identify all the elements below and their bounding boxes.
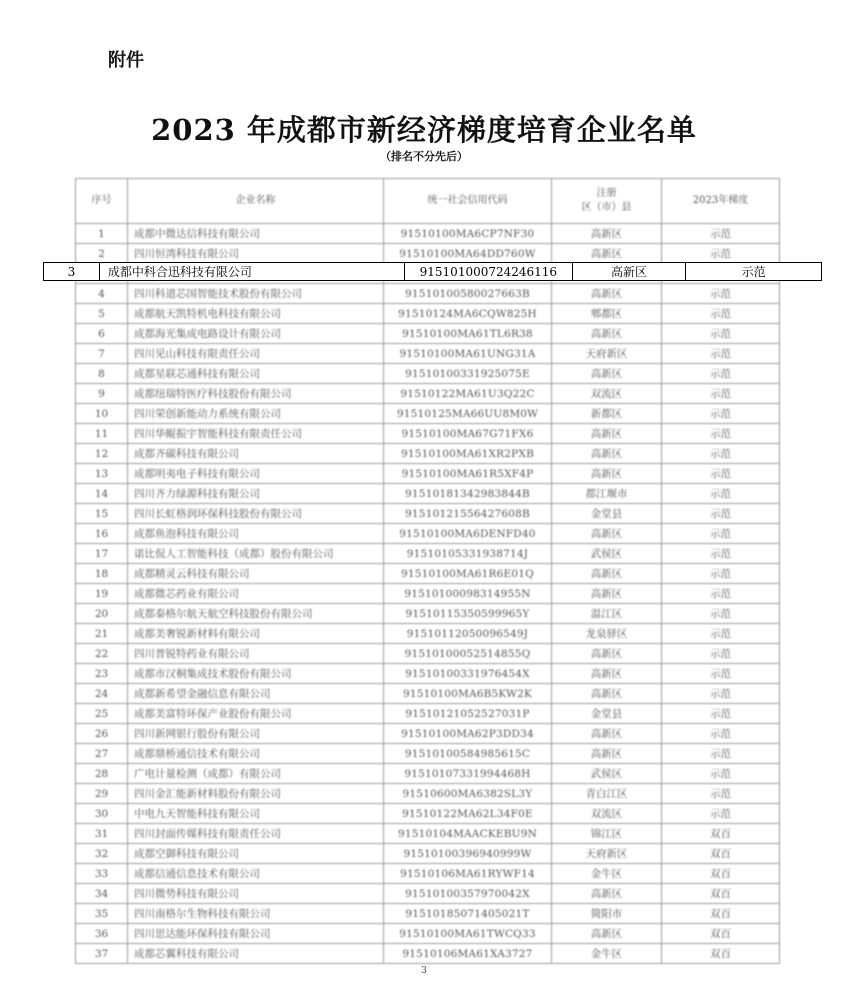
row-district: 都江堰市 [552,484,662,504]
table-row [76,924,780,944]
row-tier: 示范 [662,544,780,564]
row-company-name: 成都微芯药业有限公司 [128,584,384,604]
row-seq: 33 [76,864,128,884]
row-seq: 16 [76,524,128,544]
row-credit-code: 91510100MA61XR2PXB [384,444,552,464]
table-row [76,464,780,484]
row-district: 高新区 [552,244,662,264]
row-company-name: 成都新希望金融信息有限公司 [128,684,384,704]
row-seq: 1 [76,224,128,244]
row-seq: 32 [76,844,128,864]
row-company-name: 成都市汉桐集成技术股份有限公司 [128,664,384,684]
row-company-name: 四川封面传媒科技有限责任公司 [128,824,384,844]
row-credit-code: 91510100MA6DENFD40 [384,524,552,544]
row-seq: 19 [76,584,128,604]
row-credit-code: 91510100MA61UNG31A [384,344,552,364]
row-seq: 12 [76,444,128,464]
row-seq: 6 [76,324,128,344]
row-credit-code: 91510106MA61RYWF14 [384,864,552,884]
row-tier: 示范 [662,584,780,604]
row-credit-code: 91510100MA61R5XF4P [384,464,552,484]
table-row [76,844,780,864]
table-row [76,624,780,644]
row-tier: 示范 [662,384,780,404]
row-district: 金堂县 [552,704,662,724]
row-tier: 示范 [662,684,780,704]
row-company-name: 四川普锐特药业有限公司 [128,644,384,664]
row-company-name: 成都纽瑞特医疗科技股份有限公司 [128,384,384,404]
row-credit-code: 91510125MA66UU8M0W [384,404,552,424]
row-company-name: 成都星联芯通科技有限公司 [128,364,384,384]
row-seq: 25 [76,704,128,724]
row-credit-code: 91510181342983844B [384,484,552,504]
row-seq: 21 [76,624,128,644]
row-company-name: 四川思达能环保科技有限公司 [128,924,384,944]
row-district: 高新区 [552,724,662,744]
table-row [76,804,780,824]
row-credit-code: 91510100MA61R6E01Q [384,564,552,584]
row-seq: 13 [76,464,128,484]
row-credit-code: 91510106MA61XA3727 [384,944,552,964]
row-credit-code: 91510100584985615C [384,744,552,764]
row-company-name: 四川恒湾科技有限公司 [128,244,384,264]
row-company-name: 诺比侃人工智能科技（成都）股份有限公司 [128,544,384,564]
row-seq: 15 [76,504,128,524]
row-district: 高新区 [552,324,662,344]
row-district: 金牛区 [552,864,662,884]
row-seq: 23 [76,664,128,684]
row-seq: 36 [76,924,128,944]
row-company-name: 成都海光集成电路设计有限公司 [128,324,384,344]
table-row [76,644,780,664]
table-row [76,904,780,924]
highlighted-credit-code: 915101000724246116 [405,263,573,280]
row-seq: 22 [76,644,128,664]
row-tier: 示范 [662,804,780,824]
row-company-name: 成都泰格尔航天航空科技股份有限公司 [128,604,384,624]
row-credit-code: 91510122MA62L34F0E [384,804,552,824]
row-district: 高新区 [552,564,662,584]
row-district: 高新区 [552,644,662,664]
row-tier: 示范 [662,744,780,764]
row-credit-code: 91510100MA61TWCQ33 [384,924,552,944]
row-district: 简阳市 [552,904,662,924]
row-credit-code: 91510100MA6B5KW2K [384,684,552,704]
page-title: 2023 年成都市新经济梯度培育企业名单 [151,113,697,147]
table-row [76,704,780,724]
row-company-name: 成都中微达信科技有限公司 [128,224,384,244]
row-seq: 5 [76,304,128,324]
row-company-name: 成都精灵云科技有限公司 [128,564,384,584]
row-district: 双流区 [552,804,662,824]
row-district: 温江区 [552,604,662,624]
row-seq: 14 [76,484,128,504]
table-row [76,744,780,764]
enterprise-table [75,178,780,964]
page-subtitle: （排名不分先后） [380,150,468,163]
row-company-name: 成都鼎桥通信技术有限公司 [128,744,384,764]
row-tier: 示范 [662,464,780,484]
row-company-name: 成都空御科技有限公司 [128,844,384,864]
row-tier: 示范 [662,664,780,684]
row-district: 高新区 [552,284,662,304]
row-company-name: 成都芯翼科技有限公司 [128,944,384,964]
row-district: 高新区 [552,424,662,444]
row-credit-code: 91510107331994468H [384,764,552,784]
row-company-name: 四川齐力绿源科技有限公司 [128,484,384,504]
row-district: 金堂县 [552,504,662,524]
table-row [76,564,780,584]
row-tier: 示范 [662,764,780,784]
row-company-name: 四川见山科技有限责任公司 [128,344,384,364]
row-seq: 30 [76,804,128,824]
row-tier: 双百 [662,924,780,944]
table-row [76,244,780,264]
page-number: 3 [421,966,427,976]
row-tier: 示范 [662,784,780,804]
row-district: 高新区 [552,884,662,904]
table-row [76,484,780,504]
row-tier: 示范 [662,324,780,344]
row-tier: 示范 [662,604,780,624]
row-district: 武侯区 [552,544,662,564]
table-row [76,364,780,384]
row-credit-code: 91510115350599965Y [384,604,552,624]
row-credit-code: 91510121556427608B [384,504,552,524]
row-tier: 示范 [662,704,780,724]
table-row [76,324,780,344]
row-company-name: 成都美富特环保产业股份有限公司 [128,704,384,724]
row-company-name: 四川科道芯国智能技术股份有限公司 [128,284,384,304]
row-tier: 示范 [662,524,780,544]
row-tier: 双百 [662,884,780,904]
table-header-row [76,179,780,224]
table-row [76,404,780,424]
row-credit-code: 91510185071405021T [384,904,552,924]
row-company-name: 四川金汇能新材料股份有限公司 [128,784,384,804]
row-district: 青白江区 [552,784,662,804]
attachment-label: 附件 [108,50,144,71]
table-row [76,344,780,364]
table-row [76,284,780,304]
table-row [76,944,780,964]
row-seq: 35 [76,904,128,924]
table-row [76,504,780,524]
row-company-name: 广电计量检测（成都）有限公司 [128,764,384,784]
table-row [76,524,780,544]
row-tier: 双百 [662,904,780,924]
row-credit-code: 91510100357970042X [384,884,552,904]
table-row [76,864,780,884]
row-company-name: 四川微势科技有限公司 [128,884,384,904]
row-district: 高新区 [552,584,662,604]
row-credit-code: 91510122MA61U3Q22C [384,384,552,404]
row-district: 高新区 [552,224,662,244]
header-code: 统一社会信用代码 [384,179,552,224]
header-name: 企业名称 [128,179,384,224]
row-tier: 示范 [662,624,780,644]
table-row [76,224,780,244]
row-credit-code: 91510100331976454X [384,664,552,684]
table-row [76,304,780,324]
row-district: 龙泉驿区 [552,624,662,644]
table-row [76,884,780,904]
row-credit-code: 91510104MAACKEBU9N [384,824,552,844]
header-tier: 2023年梯度 [662,179,780,224]
row-seq: 7 [76,344,128,364]
row-seq: 18 [76,564,128,584]
row-tier: 示范 [662,344,780,364]
row-tier: 示范 [662,244,780,264]
row-seq: 31 [76,824,128,844]
row-tier: 示范 [662,224,780,244]
enterprise-table-container [75,178,779,962]
row-district: 金牛区 [552,944,662,964]
row-company-name: 成都明夷电子科技有限公司 [128,464,384,484]
row-district: 锦江区 [552,824,662,844]
row-credit-code: 91510121052527031P [384,704,552,724]
table-row [76,584,780,604]
row-district: 高新区 [552,524,662,544]
table-row [76,604,780,624]
table-row [76,664,780,684]
row-tier: 双百 [662,824,780,844]
row-seq: 26 [76,724,128,744]
row-credit-code: 91510112050096549J [384,624,552,644]
row-tier: 示范 [662,504,780,524]
row-seq: 37 [76,944,128,964]
row-seq: 27 [76,744,128,764]
table-row [76,684,780,704]
row-credit-code: 91510105331938714J [384,544,552,564]
row-credit-code: 91510100MA6CP7NF30 [384,224,552,244]
row-credit-code: 91510100331925075E [384,364,552,384]
row-seq: 29 [76,784,128,804]
row-company-name: 成都航天凯特机电科技有限公司 [128,304,384,324]
row-district: 武侯区 [552,764,662,784]
row-district: 高新区 [552,464,662,484]
row-tier: 示范 [662,444,780,464]
row-tier: 示范 [662,364,780,384]
row-tier: 双百 [662,944,780,964]
row-credit-code: 91510100580027663B [384,284,552,304]
row-tier: 示范 [662,644,780,664]
row-tier: 双百 [662,844,780,864]
row-company-name: 成都鱼泡科技有限公司 [128,524,384,544]
row-district: 高新区 [552,684,662,704]
highlighted-district: 高新区 [573,263,687,280]
row-credit-code: 91510100098314955N [384,584,552,604]
row-credit-code: 91510124MA6CQW825H [384,304,552,324]
row-district: 郫都区 [552,304,662,324]
row-company-name: 成都美奢锐新材料有限公司 [128,624,384,644]
row-district: 高新区 [552,924,662,944]
highlighted-row[interactable] [43,262,822,281]
table-row [76,444,780,464]
row-tier: 示范 [662,484,780,504]
row-seq: 28 [76,764,128,784]
highlighted-tier: 示范 [741,265,766,279]
row-company-name: 成都信通信息技术有限公司 [128,864,384,884]
row-seq: 2 [76,244,128,264]
table-row [76,764,780,784]
row-seq: 17 [76,544,128,564]
row-seq: 11 [76,424,128,444]
row-district: 天府新区 [552,844,662,864]
row-tier: 示范 [662,284,780,304]
row-seq: 8 [76,364,128,384]
table-row [76,544,780,564]
row-company-name: 四川荣创新能动力系统有限公司 [128,404,384,424]
row-district: 高新区 [552,364,662,384]
row-company-name: 中电九天智能科技有限公司 [128,804,384,824]
row-district: 高新区 [552,664,662,684]
row-tier: 双百 [662,864,780,884]
row-company-name: 四川华鲲振宇智能科技有限责任公司 [128,424,384,444]
row-district: 双流区 [552,384,662,404]
table-row [76,784,780,804]
highlighted-seq: 3 [44,263,100,280]
row-company-name: 四川南格尔生物科技有限公司 [128,904,384,924]
table-row [76,384,780,404]
row-seq: 34 [76,884,128,904]
row-credit-code: 91510100MA62P3DD34 [384,724,552,744]
row-seq: 10 [76,404,128,424]
header-seq: 序号 [76,179,128,224]
row-district: 新都区 [552,404,662,424]
row-company-name: 四川长虹格润环保科技股份有限公司 [128,504,384,524]
table-row [76,824,780,844]
row-seq: 24 [76,684,128,704]
row-tier: 示范 [662,564,780,584]
row-company-name: 四川新网银行股份有限公司 [128,724,384,744]
table-row [76,424,780,444]
row-credit-code: 91510100052514855Q [384,644,552,664]
row-credit-code: 91510100MA61TL6R38 [384,324,552,344]
row-district: 高新区 [552,444,662,464]
row-tier: 示范 [662,404,780,424]
row-company-name: 成都齐碳科技有限公司 [128,444,384,464]
row-tier: 示范 [662,724,780,744]
row-credit-code: 91510100396940999W [384,844,552,864]
row-tier: 示范 [662,424,780,444]
row-tier: 示范 [662,304,780,324]
row-district: 高新区 [552,744,662,764]
table-body [76,224,780,964]
row-seq: 4 [76,284,128,304]
row-credit-code: 91510100MA64DD760W [384,244,552,264]
row-seq: 9 [76,384,128,404]
row-credit-code: 91510100MA67G71FX6 [384,424,552,444]
highlighted-company-name: 成都中科合迅科技有限公司 [100,263,405,280]
row-seq: 20 [76,604,128,624]
table-row [76,724,780,744]
row-district: 天府新区 [552,344,662,364]
header-district: 注册 区（市）县 [552,179,662,224]
row-credit-code: 91510600MA6382SL3Y [384,784,552,804]
